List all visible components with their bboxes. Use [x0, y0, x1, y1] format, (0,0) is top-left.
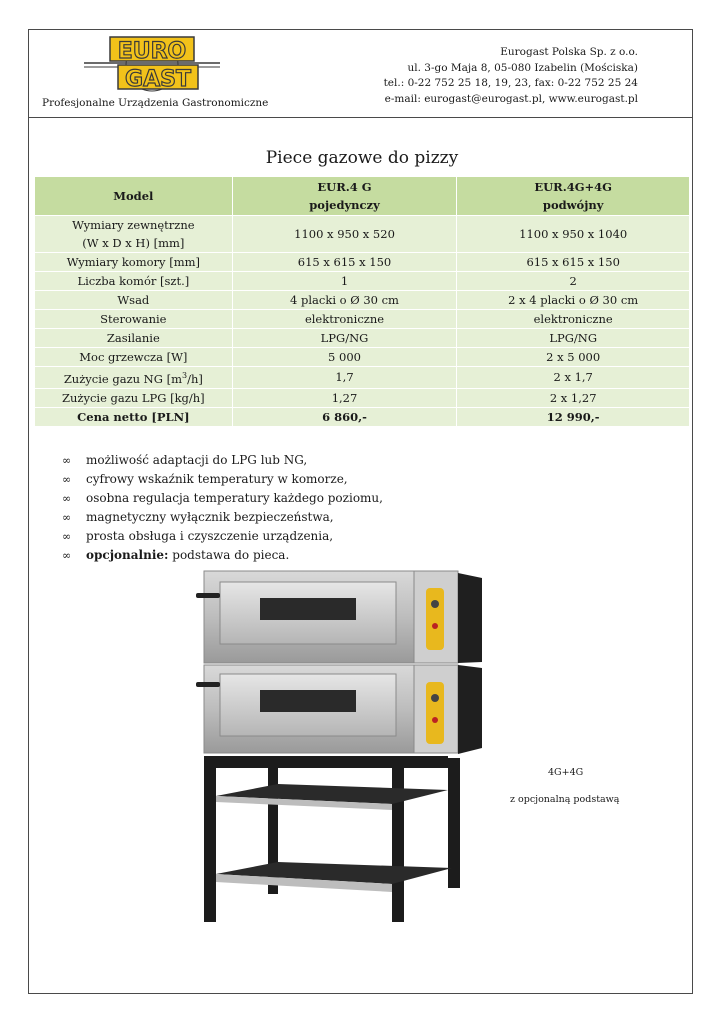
row-value-double: 615 x 615 x 150	[457, 253, 690, 272]
row-value-single: 615 x 615 x 150	[232, 253, 457, 272]
row-value-double: 2	[457, 272, 690, 291]
eurogast-logo	[84, 34, 220, 92]
feature-text: osobna regulacja temperatury każdego poziomu,	[86, 491, 383, 505]
row-value-single: 1,7	[232, 367, 457, 389]
header-model-double	[457, 177, 690, 216]
row-label-text: Zużycie gazu NG [m	[63, 371, 182, 386]
table-row	[35, 291, 690, 310]
header-model-double-type: podwójny	[542, 198, 604, 212]
feature-text-bold: opcjonalnie:	[86, 548, 169, 562]
row-value-single: elektroniczne	[232, 310, 457, 329]
price-double: 12 990,-	[457, 407, 690, 426]
row-label	[35, 216, 233, 253]
table-header-row	[35, 177, 690, 216]
table-row	[35, 329, 690, 348]
feature-text: podstawa do pieca.	[168, 548, 290, 562]
infinity-bullet-icon: ∞	[62, 549, 72, 562]
list-item	[62, 489, 383, 508]
table-row	[35, 367, 690, 389]
price-single: 6 860,-	[232, 407, 457, 426]
list-item	[62, 508, 383, 527]
image-caption-note: z opcjonalną podstawą	[510, 794, 620, 805]
row-label-text: /h]	[187, 371, 203, 386]
row-label-superscript: 3	[181, 371, 188, 380]
company-address: ul. 3-go Maja 8, 05-080 Izabelin (Mościska)	[407, 61, 638, 74]
row-value-double: 1100 x 950 x 1040	[457, 216, 690, 253]
row-label: Liczba komór [szt.]	[35, 272, 233, 291]
company-tagline: Profesjonalne Urządzenia Gastronomiczne	[42, 97, 269, 109]
row-value-single: 4 placki o Ø 30 cm	[232, 291, 457, 310]
table-row	[35, 348, 690, 367]
price-label: Cena netto [PLN]	[35, 407, 233, 426]
row-value-single: 1100 x 950 x 520	[232, 216, 457, 253]
logo-text-gast: GAST	[125, 67, 191, 92]
row-value-double: 2 x 5 000	[457, 348, 690, 367]
row-value-double: 2 x 1,7	[457, 367, 690, 389]
row-value-single: 5 000	[232, 348, 457, 367]
header-model-single	[232, 177, 457, 216]
list-item	[62, 470, 383, 489]
row-label: Zużycie gazu LPG [kg/h]	[35, 388, 233, 407]
table-row	[35, 253, 690, 272]
table-row	[35, 272, 690, 291]
table-row	[35, 388, 690, 407]
image-caption-model: 4G+4G	[548, 767, 584, 778]
row-label: Wymiary komory [mm]	[35, 253, 233, 272]
table-row	[35, 310, 690, 329]
header-model-single-type: pojedynczy	[309, 198, 380, 212]
row-value-double: 2 x 1,27	[457, 388, 690, 407]
table-row	[35, 216, 690, 253]
infinity-bullet-icon: ∞	[62, 454, 72, 467]
infinity-bullet-icon: ∞	[62, 511, 72, 524]
infinity-bullet-icon: ∞	[62, 492, 72, 505]
row-value-single: 1,27	[232, 388, 457, 407]
row-label	[35, 367, 233, 389]
row-label: Wsad	[35, 291, 233, 310]
list-item	[62, 451, 383, 470]
page-title: Piece gazowe do pizzy	[265, 148, 459, 168]
row-label-line: (W x D x H) [mm]	[82, 236, 185, 250]
row-value-double: LPG/NG	[457, 329, 690, 348]
row-label: Sterowanie	[35, 310, 233, 329]
header-model-double-code: EUR.4G+4G	[534, 180, 612, 194]
feature-text: magnetyczny wyłącznik bezpieczeństwa,	[86, 510, 334, 524]
row-label-line: Wymiary zewnętrzne	[72, 218, 195, 232]
list-item	[62, 527, 383, 546]
infinity-bullet-icon: ∞	[62, 530, 72, 543]
company-name: Eurogast Polska Sp. z o.o.	[500, 46, 638, 58]
list-item	[62, 546, 383, 565]
row-label: Moc grzewcza [W]	[35, 348, 233, 367]
feature-text: możliwość adaptacji do LPG lub NG,	[86, 453, 308, 467]
header-model-single-code: EUR.4 G	[317, 180, 372, 194]
feature-text: prosta obsługa i czyszczenie urządzenia,	[86, 529, 334, 543]
header-divider	[28, 117, 693, 118]
infinity-bullet-icon: ∞	[62, 473, 72, 486]
logo-text-euro: EURO	[117, 39, 187, 64]
row-value-double: elektroniczne	[457, 310, 690, 329]
header-model-label: Model	[35, 177, 233, 216]
spec-table	[34, 176, 690, 427]
row-value-single: 1	[232, 272, 457, 291]
company-phone: tel.: 0-22 752 25 18, 19, 23, fax: 0-22 752 25 24	[383, 77, 638, 89]
row-label: Zasilanie	[35, 329, 233, 348]
company-contact	[384, 45, 638, 107]
row-value-double: 2 x 4 placki o Ø 30 cm	[457, 291, 690, 310]
company-email: e-mail: eurogast@eurogast.pl, www.eurogast.pl	[384, 92, 638, 105]
feature-list	[62, 451, 383, 565]
row-value-single: LPG/NG	[232, 329, 457, 348]
feature-text: cyfrowy wskaźnik temperatury w komorze,	[86, 472, 348, 486]
price-row	[35, 407, 690, 426]
pizza-oven-image	[190, 568, 495, 930]
